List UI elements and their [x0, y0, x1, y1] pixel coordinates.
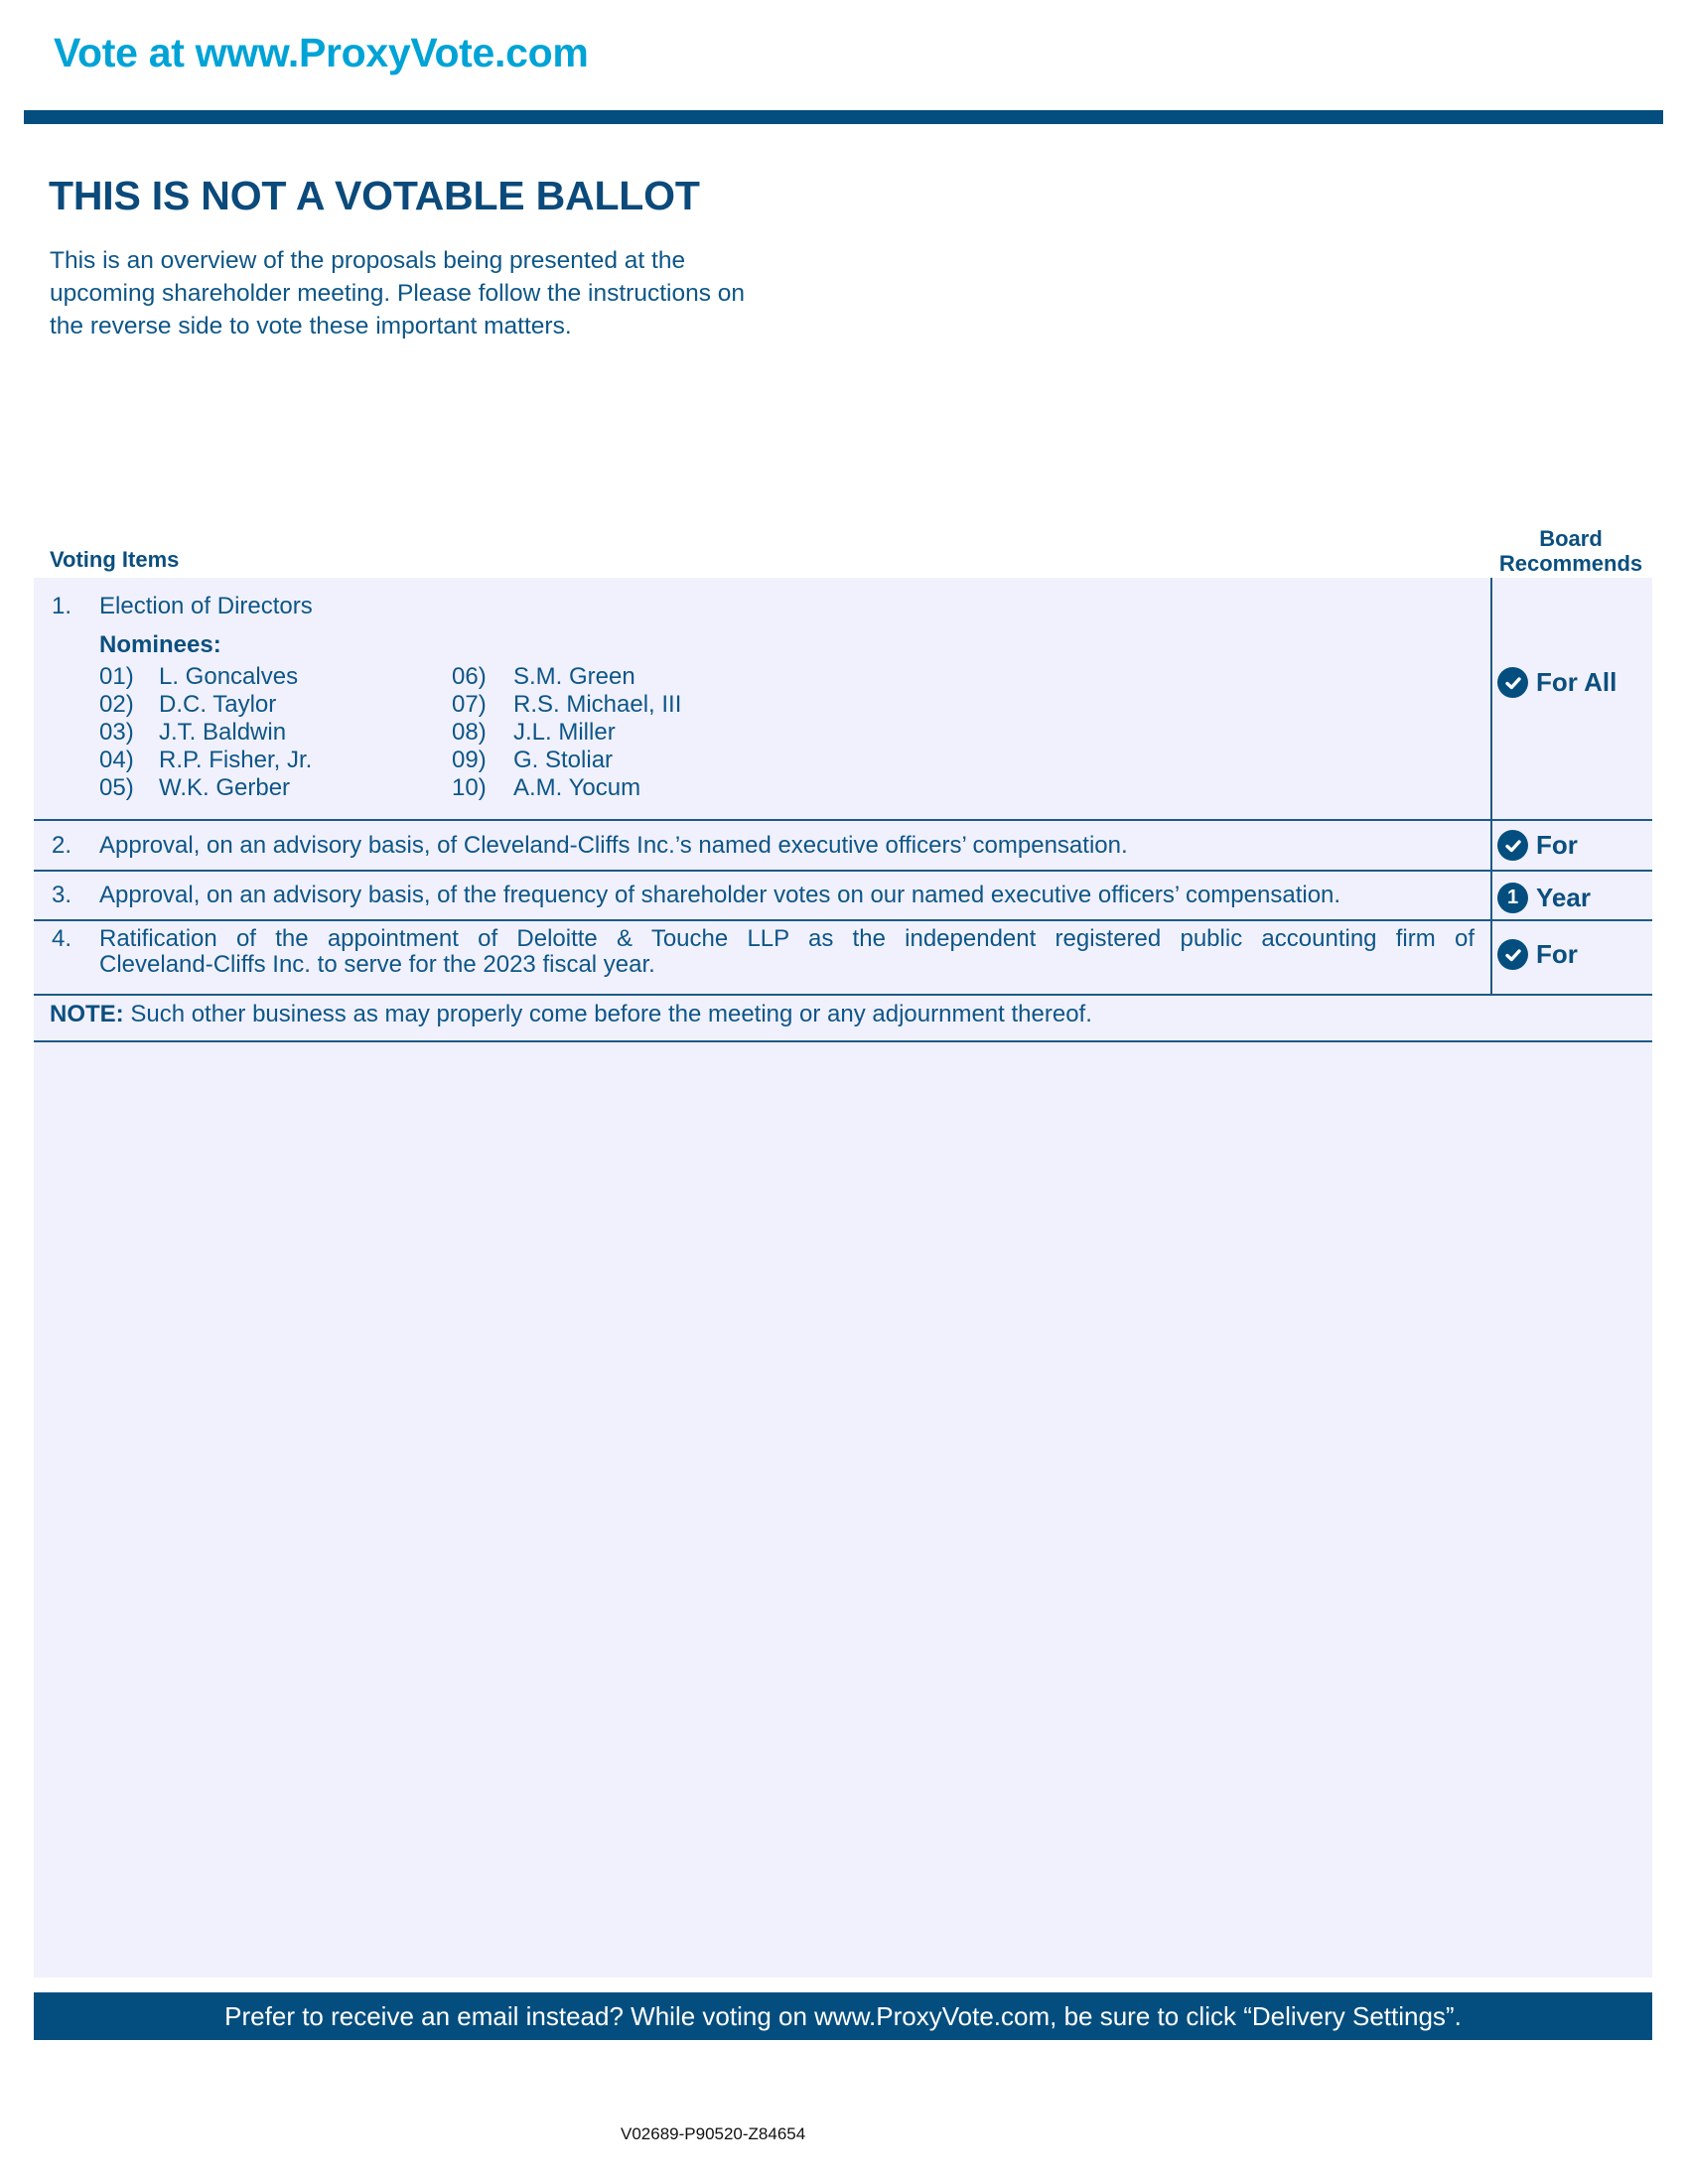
nominee-row: 08) J.L. Miller [452, 719, 616, 746]
banner-text: Prefer to receive an email instead? While voting on www.ProxyVote.com, be sure to click “Delivery Settings”. [224, 2000, 1462, 2031]
board-header-line2: Recommends [1498, 551, 1643, 576]
intro-paragraph [50, 244, 884, 342]
row-divider [34, 919, 1652, 921]
recommendation-label: For [1536, 939, 1578, 969]
item-number: 3. [52, 882, 72, 908]
recommendation-label: For [1536, 830, 1578, 860]
check-circle-icon [1497, 939, 1528, 970]
intro-line: This is an overview of the proposals being presented at the [50, 247, 686, 274]
column-divider [1490, 578, 1492, 995]
note-text: Such other business as may properly come before the meeting or any adjournment thereof. [123, 1001, 1092, 1027]
recommendation-item-1 [1497, 667, 1617, 698]
recommendation-item-4 [1497, 939, 1578, 970]
nominees-column-1 [99, 663, 312, 802]
row-divider [34, 819, 1652, 821]
row-divider [34, 1040, 1652, 1042]
check-circle-icon [1497, 830, 1528, 861]
page-title: THIS IS NOT A VOTABLE BALLOT [49, 173, 700, 218]
number-one-circle-icon: 1 [1497, 883, 1528, 913]
item-number: 1. [52, 593, 72, 619]
delivery-settings-banner [34, 1992, 1652, 2040]
site-title-link[interactable]: Vote at www.ProxyVote.com [54, 30, 589, 75]
voting-items-header: Voting Items [50, 547, 180, 572]
item-text: Election of Directors [99, 593, 313, 619]
nominee-row: 04) R.P. Fisher, Jr. [99, 747, 313, 773]
item-number: 2. [52, 832, 72, 859]
header-divider [24, 110, 1663, 124]
item-text-line1: Ratification of the appointment of Deloitte & Touche LLP as the independent registered public accounting firm of [99, 925, 1475, 952]
nominee-row: 09) G. Stoliar [452, 747, 614, 773]
document-code: V02689-P90520-Z84654 [621, 2124, 806, 2143]
board-recommends-header [1489, 526, 1652, 576]
nominees-label: Nominees: [99, 631, 221, 658]
intro-line: upcoming shareholder meeting. Please follow the instructions on [50, 280, 746, 307]
row-divider [34, 994, 1652, 996]
item-text: Approval, on an advisory basis, of the frequency of shareholder votes on our named executive officers’ compensation. [99, 882, 1341, 908]
recommendation-label: Year [1536, 883, 1591, 912]
recommendation-item-3 [1497, 883, 1591, 913]
note-label: NOTE: [50, 1001, 124, 1027]
nominee-row: 01) L. Goncalves [99, 663, 299, 690]
item-text-line2: Cleveland-Cliffs Inc. to serve for the 2023 fiscal year. [99, 951, 655, 978]
check-circle-icon [1497, 667, 1528, 698]
item-text: Approval, on an advisory basis, of Cleveland-Cliffs Inc.’s named executive officers’ compensation. [99, 832, 1128, 859]
row-divider [34, 870, 1652, 872]
recommendation-item-2 [1497, 830, 1578, 861]
recommendation-label: For All [1536, 667, 1618, 697]
nominee-row: 07) R.S. Michael, III [452, 691, 682, 718]
nominee-row: 10) A.M. Yocum [452, 774, 641, 801]
intro-line: the reverse side to vote these important matters. [50, 313, 572, 340]
nominee-row: 03) J.T. Baldwin [99, 719, 287, 746]
note [50, 1001, 1092, 1028]
nominee-row: 06) S.M. Green [452, 663, 635, 690]
board-header-line1: Board [1539, 526, 1603, 551]
nominee-row: 02) D.C. Taylor [99, 691, 277, 718]
nominees-column-2 [452, 663, 681, 802]
item-number: 4. [52, 925, 72, 952]
nominee-row: 05) W.K. Gerber [99, 774, 291, 801]
